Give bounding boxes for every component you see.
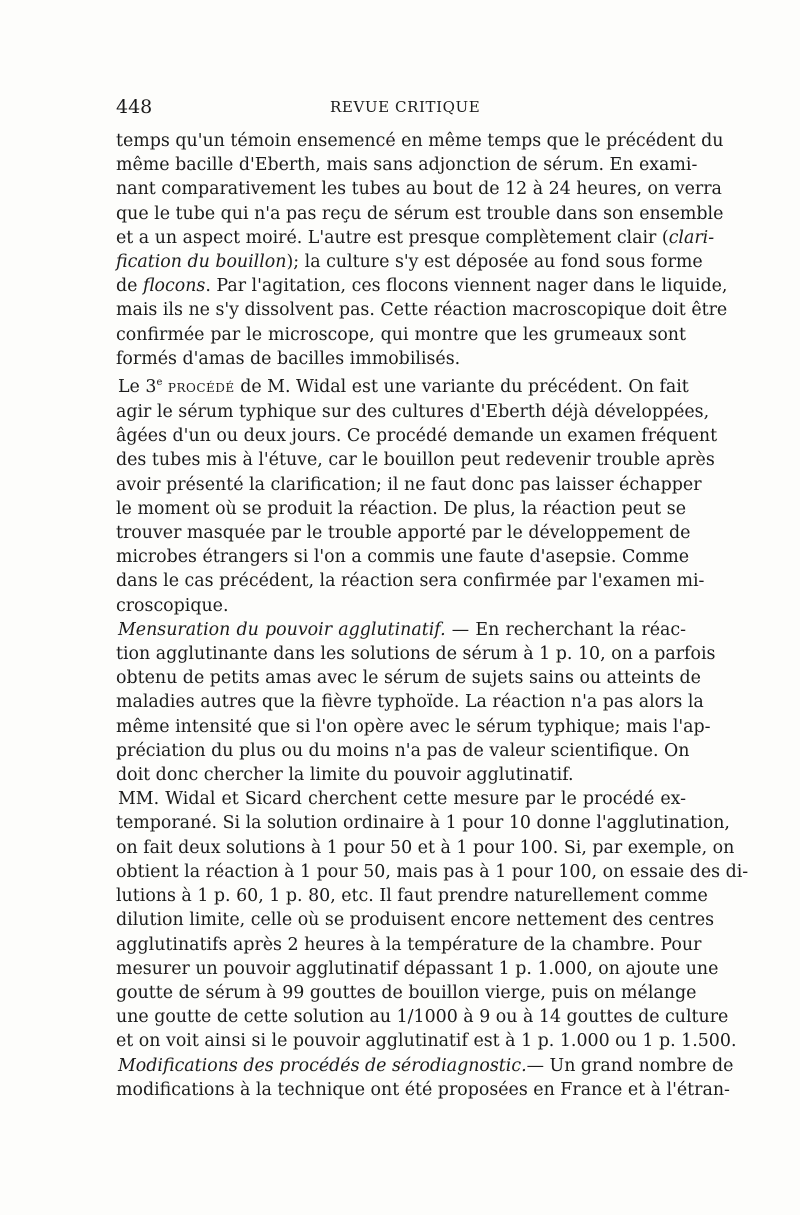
superscript: e — [156, 377, 163, 389]
text-line: agir le sérum typhique sur des cultures d'Eberth déjà développées, — [116, 402, 710, 423]
paragraph-1 — [116, 129, 728, 371]
text-line: une goutte de cette solution au 1/1000 à 9 ou à 14 gouttes de culture — [116, 1007, 729, 1028]
text-line: goutte de sérum à 99 gouttes de bouillon vierge, puis on mélange — [116, 982, 697, 1003]
body-text — [116, 129, 749, 1102]
text-line: formés d'amas de bacilles immobilisés. — [116, 348, 461, 369]
text-fragment: de M. Widal est une variante du précédent. On fait — [234, 376, 689, 397]
text-line: le moment où se produit la réaction. De plus, la réaction peut se — [116, 498, 686, 519]
text-line — [116, 618, 686, 642]
paragraph-4 — [116, 787, 749, 1053]
text-line: maladies autres que la fièvre typhoïde. La réaction n'a pas alors la — [116, 692, 704, 713]
text-line: que le tube qui n'a pas reçu de sérum est trouble dans son ensemble — [116, 203, 724, 224]
text-line: microbes étrangers si l'on a commis une faute d'asepsie. Comme — [116, 547, 690, 568]
text-line: avoir présenté la clarification; il ne faut donc pas laisser échapper — [116, 474, 702, 495]
text-line: obtenu de petits amas avec le sérum de sujets sains ou atteints de — [116, 668, 701, 689]
text-line: MM. Widal et Sicard cherchent cette mesure par le procédé ex- — [118, 789, 686, 810]
text-line — [116, 1054, 734, 1078]
page-header — [116, 96, 696, 122]
text-fragment: de — [116, 276, 143, 297]
text-line: agglutinatifs après 2 heures à la température de la chambre. Pour — [116, 934, 702, 955]
text-line: préciation du plus ou du moins n'a pas de valeur scientifique. On — [116, 740, 690, 761]
text-line: lutions à 1 p. 60, 1 p. 80, etc. Il faut prendre naturellement comme — [116, 886, 708, 907]
text-line: âgées d'un ou deux jours. Ce procédé demande un examen fréquent — [116, 426, 718, 447]
text-line: des tubes mis à l'étuve, car le bouillon peut redevenir trouble après — [116, 450, 715, 471]
text-line: mais ils ne s'y dissolvent pas. Cette réaction macroscopique doit être — [116, 300, 728, 321]
text-line: temporané. Si la solution ordinaire à 1 pour 10 donne l'agglutination, — [116, 813, 730, 834]
page-number: 448 — [116, 96, 153, 118]
text-line: et on voit ainsi si le pouvoir agglutinatif est à 1 p. 1.000 ou 1 p. 1.500. — [116, 1031, 737, 1052]
paragraph-5 — [116, 1054, 734, 1102]
paragraph-2 — [116, 371, 718, 618]
italic-term: flocons — [142, 276, 206, 297]
text-line: mesurer un pouvoir agglutinatif dépassant 1 p. 1.000, on ajoute une — [116, 958, 719, 979]
italic-term: fication du bouillon — [116, 252, 287, 273]
italic-term: clari- — [668, 227, 715, 248]
text-line: nant comparativement les tubes au bout de 12 à 24 heures, on verra — [116, 179, 722, 200]
text-line: on fait deux solutions à 1 pour 50 et à 1 pour 100. Si, par exemple, on — [116, 837, 735, 858]
running-head: REVUE CRITIQUE — [330, 98, 481, 116]
text-line: même bacille d'Eberth, mais sans adjonction de sérum. En exami- — [116, 155, 698, 176]
text-line: doit donc chercher la limite du pouvoir agglutinatif. — [116, 765, 574, 786]
small-caps-term: PROCÉDÉ — [167, 380, 235, 395]
paragraph-3 — [116, 618, 716, 787]
text-line — [116, 250, 703, 274]
text-line: confirmée par le microscope, qui montre que les grumeaux sont — [116, 324, 686, 345]
text-fragment: Le 3 — [118, 376, 157, 397]
text-line: dans le cas précédent, la réaction sera confirmée par l'examen mi- — [116, 571, 705, 592]
text-line: dilution limite, celle où se produisent encore nettement des centres — [116, 910, 715, 931]
section-heading: Mensuration du pouvoir agglutinatif. — [118, 619, 446, 640]
text-fragment: . Par l'agitation, ces flocons viennent nager dans le liquide, — [205, 276, 728, 297]
text-fragment: ); la culture s'y est déposée au fond sous forme — [286, 252, 703, 273]
text-fragment: — En recherchant la réac- — [445, 619, 687, 640]
section-heading: Modifications des procédés de sérodiagnostic. — [118, 1055, 527, 1076]
text-line: trouver masquée par le trouble apporté par le développement de — [116, 523, 691, 544]
text-line — [116, 371, 689, 400]
text-fragment: — Un grand nombre de — [526, 1055, 734, 1076]
text-line — [116, 226, 715, 250]
text-fragment: et a un aspect moiré. L'autre est presque complètement clair ( — [116, 227, 669, 248]
text-line: temps qu'un témoin ensemencé en même temps que le précédent du — [116, 131, 724, 151]
text-line: modifications à la technique ont été proposées en France et à l'étran- — [116, 1079, 730, 1100]
text-line: même intensité que si l'on opère avec le sérum typhique; mais l'ap- — [116, 716, 711, 737]
text-line: croscopique. — [116, 595, 229, 616]
text-line: obtient la réaction à 1 pour 50, mais pas à 1 pour 100, on essaie des di- — [116, 861, 749, 882]
text-line — [116, 274, 728, 298]
text-line: tion agglutinante dans les solutions de sérum à 1 p. 10, on a parfois — [116, 644, 716, 665]
